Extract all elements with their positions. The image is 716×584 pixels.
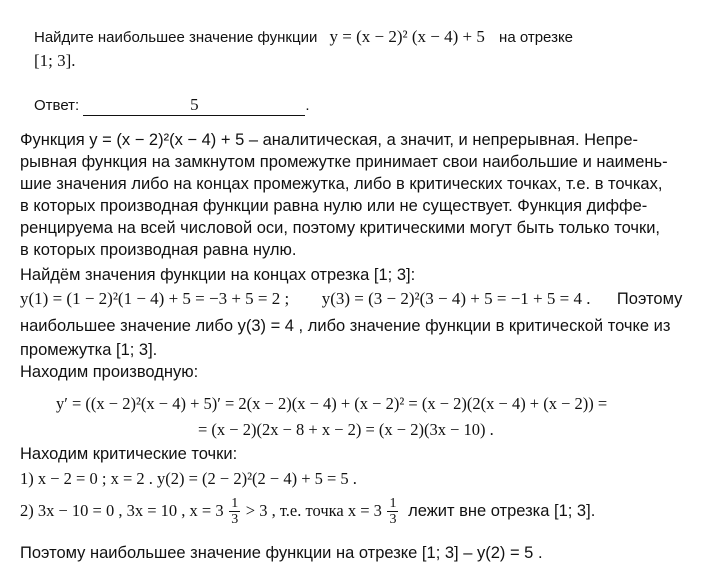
answer-row	[34, 95, 310, 116]
fraction-one-third-1	[229, 496, 240, 527]
fraction-denominator: 3	[389, 512, 397, 527]
ends-values-row	[20, 289, 682, 309]
solution-line-1: Функция y = (x − 2)²(x − 4) + 5 – аналитическая, а значит, и непрерывная. Непре-	[20, 131, 639, 149]
therefore-text: Поэтому	[616, 290, 683, 308]
task-text	[34, 27, 573, 47]
answer-label: Ответ:	[34, 97, 80, 114]
answer-end: .	[305, 97, 310, 114]
y3-formula: y(3) = (3 − 2)²(3 − 4) + 5 = −1 + 5 = 4 .	[321, 289, 591, 308]
critical-point-1: 1) x − 2 = 0 ; x = 2 . y(2) = (2 − 2)²(2 − 4) + 5 = 5 .	[20, 469, 357, 488]
c2-part-a: 2) 3x − 10 = 0 , 3x = 10 , x = 3	[20, 500, 224, 520]
solution-line-5: ренцируема на всей числовой оси, поэтому критическими могут быть только точки,	[20, 219, 660, 237]
fraction-numerator: 1	[231, 496, 239, 511]
task-prefix: Найдите наибольшее значение функции	[34, 29, 318, 46]
solution-line-7: наибольшее значение либо y(3) = 4 , либо значение функции в критической точке из	[20, 317, 671, 335]
c2-part-c: лежит вне отрезка [1; 3].	[408, 501, 596, 520]
task-interval: [1; 3].	[34, 51, 76, 70]
solution-line-6: в которых производная равна нулю.	[20, 241, 297, 259]
task-formula: y = (x − 2)² (x − 4) + 5	[329, 27, 485, 46]
fraction-numerator: 1	[389, 496, 397, 511]
c2-part-b: > 3 , т.е. точка x = 3	[245, 500, 382, 520]
critical-heading: Находим критические точки:	[20, 445, 238, 463]
solution-line-8: промежутка [1; 3].	[20, 341, 158, 359]
fraction-denominator: 3	[231, 512, 239, 527]
task-suffix: на отрезке	[499, 29, 574, 46]
y1-formula: y(1) = (1 − 2)²(1 − 4) + 5 = −3 + 5 = 2 ;	[20, 289, 290, 308]
critical-point-2	[20, 496, 595, 527]
derivative-heading: Находим производную:	[20, 363, 199, 381]
solution-line-2: рывная функция на замкнутом промежутке принимает свои наибольшие и наимень-	[20, 153, 668, 171]
derivative-line-2: = (x − 2)(2x − 8 + x − 2) = (x − 2)(3x − 10) .	[198, 420, 494, 439]
solution-line-4: в которых производная функции равна нулю или не существует. Функция диффе-	[20, 197, 648, 215]
conclusion: Поэтому наибольшее значение функции на отрезке [1; 3] – y(2) = 5 .	[20, 544, 543, 562]
answer-field: 5	[83, 95, 305, 116]
derivative-line-1: y′ = ((x − 2)²(x − 4) + 5)′ = 2(x − 2)(x − 4) + (x − 2)² = (x − 2)(2(x − 4) + (x − 2)) =	[56, 394, 608, 413]
solution-line-3: шие значения либо на концах промежутка, либо в критических точках, т.е. в точках,	[20, 175, 663, 193]
fraction-one-third-2	[387, 496, 398, 527]
ends-heading: Найдём значения функции на концах отрезка [1; 3]:	[20, 266, 416, 284]
